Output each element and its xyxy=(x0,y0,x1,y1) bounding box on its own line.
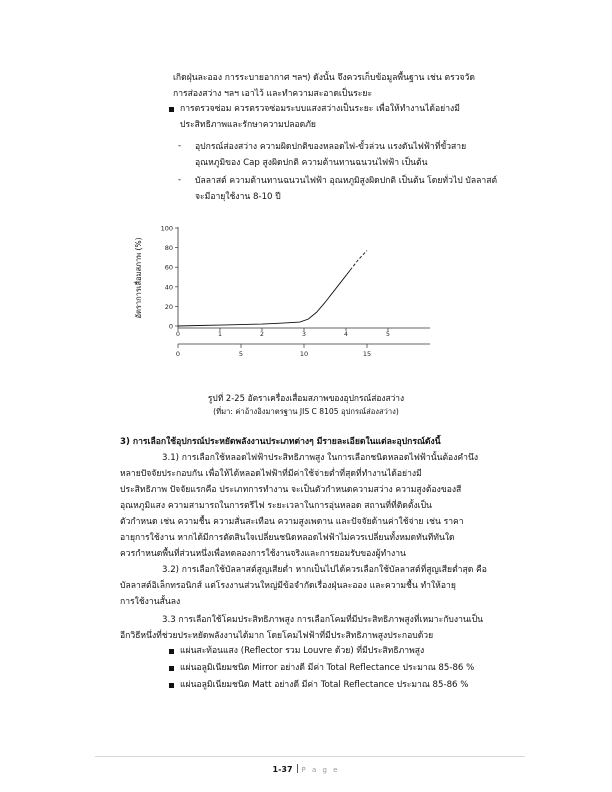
square-bullet-icon xyxy=(169,666,174,671)
x-tick-label-top: 2 xyxy=(260,331,264,338)
dash-item-text: อุปกรณ์ส่องสว่าง ความผิดปกติของหลอดไฟ-ขั้วล่วน แรงดันไฟฟ้าที่ขั้วสาย xyxy=(195,142,467,152)
paragraph-line: ควรกำหนดพื้นที่ส่วนหนึ่งเพื่อทดลองการใช้งานจริงและการยอมรับของผู้ทำงาน xyxy=(120,549,406,559)
x-tick-label-top: 5 xyxy=(386,331,390,338)
dash-item-text: อุณหภูมิของ Cap สูงผิดปกติ ความต้านทานฉนวนไฟฟ้า เป็นต้น xyxy=(195,158,428,168)
series-line xyxy=(178,270,350,326)
paragraph-line: 3.3 การเลือกใช้โคมประสิทธิภาพสูง การเลือกโคมที่มีประสิทธิภาพสูงที่เหมาะกับงานเป็น xyxy=(162,615,484,625)
page-footer xyxy=(0,764,612,774)
page-label: P a g e xyxy=(301,766,340,774)
x-tick-label-bottom: 15 xyxy=(362,350,372,358)
y-axis-label: อัตราการเสื่อมสภาพ (%) xyxy=(134,237,143,319)
figure-source: (ที่มา: ค่าอ้างอิงมาตรฐาน JIS C 8105 อุปกรณ์ส่องสว่าง) xyxy=(213,407,399,416)
x-tick-label-top: 0 xyxy=(176,331,180,338)
paragraph-line: การใช้งานสั้นลง xyxy=(120,597,181,607)
x-tick-label-top: 3 xyxy=(302,331,306,338)
paragraph-line: หลายปัจจัยประกอบกัน เพื่อให้ได้หลอดไฟฟ้าที่มีค่าใช้จ่ายต่ำที่สุดที่ทำงานได้อย่างมี xyxy=(120,469,422,479)
dash-item-text: จะมีอายุใช้งาน 8-10 ปี xyxy=(195,192,281,202)
dash-item-text: บัลลาสต์ ความต้านทานฉนวนไฟฟ้า อุณหภูมิสูงผิดปกติ เป็นต้น โดยทั่วไป บัลลาสต์ xyxy=(195,176,498,186)
y-tick-label: 20 xyxy=(164,302,173,311)
x-tick-label-top: 4 xyxy=(344,331,348,338)
x-tick-label-bottom: 0 xyxy=(175,350,181,358)
bullet-text: แผ่นอลูมิเนียมชนิด Matt อย่างดี มีค่า Total Reflectance ประมาณ 85-86 % xyxy=(180,680,469,690)
paragraph-line: 3.2) การเลือกใช้บัลลาสต์สูญเสียต่ำ หากเป็นไปได้ควรเลือกใช้บัลลาสต์ที่สูญเสียต่ำสุด คือ xyxy=(162,565,487,575)
figure-caption: รูปที่ 2-25 อัตราเครื่องเสื่อมสภาพของอุปกรณ์ส่องสว่าง xyxy=(207,393,405,403)
x-tick-label-bottom: 5 xyxy=(238,350,244,358)
paragraph-line: อายุการใช้งาน หากได้มีการตัดสินใจเปลี่ยนชนิดหลอดไฟฟ้าไม่ควรเปลี่ยนทั้งหมดทันทีทันใด xyxy=(120,533,455,543)
x-tick-label-bottom: 10 xyxy=(299,350,309,358)
square-bullet-icon xyxy=(169,683,174,688)
paragraph-line: การส่องสว่าง ฯลฯ เอาไว้ และทำความสะอาดเป็นระยะ xyxy=(173,89,373,99)
bullet-text: การตรวจซ่อม ควรตรวจซ่อมระบบแสงสว่างเป็นระยะ เพื่อให้ทำงานได้อย่างมี xyxy=(180,104,460,114)
paragraph-line: 3.1) การเลือกใช้หลอดไฟฟ้าประสิทธิภาพสูง ในการเลือกชนิดหลอดไฟฟ้านั้นต้องคำนึง xyxy=(162,453,479,463)
dash-bullet-icon: - xyxy=(178,175,182,185)
paragraph-line: เกิดฝุ่นละออง การระบายอากาศ ฯลฯ) ดังนั้น จึงควรเก็บข้อมูลพื้นฐาน เช่น ตรวจวัด xyxy=(173,73,475,83)
y-tick-label: 100 xyxy=(160,224,173,233)
series-line-extrapolated xyxy=(350,251,367,271)
y-tick-label: 80 xyxy=(164,244,173,253)
section-heading: 3) การเลือกใช้อุปกรณ์ประหยัดพลังงานประเภทต่างๆ มีรายละเอียดในแต่ละอุปกรณ์ดังนี้ xyxy=(120,437,441,447)
paragraph-line: อุณหภูมิแสง ความสามารถในการตรีไฟ ระยะเวลาในการอุ่นหลอด สถานที่ที่ติดตั้งเป็น xyxy=(120,501,432,511)
paragraph-line: อีกวิธีหนึ่งที่ช่วยประหยัดพลังงานได้มาก โดยโคมไฟฟ้าที่มีประสิทธิภาพสูงประกอบด้วย xyxy=(120,631,434,641)
bullet-text: แผ่นอลูมิเนียมชนิด Mirror อย่างดี มีค่า Total Reflectance ประมาณ 85-86 % xyxy=(180,663,475,673)
y-tick-label: 60 xyxy=(164,263,173,272)
footer-divider xyxy=(95,756,525,757)
footer-separator xyxy=(297,764,298,773)
square-bullet-icon xyxy=(169,649,174,654)
paragraph-line: บัลลาสต์อิเล็กทรอนิกส์ แต่โรงงานส่วนใหญ่มีข้อจำกัดเรื่องฝุ่นละออง และความชื้น ทำให้อายุ xyxy=(120,581,456,591)
y-tick-label: 40 xyxy=(164,283,173,292)
paragraph-line: ประสิทธิภาพ ปัจจัยแรกคือ ประเภทการทำงาน จะเป็นตัวกำหนดความสว่าง ความสูงต้องของสี xyxy=(120,485,462,495)
bullet-text: ประสิทธิภาพและรักษาความปลอดภัย xyxy=(180,120,316,130)
page-number: 1-37 xyxy=(272,765,293,774)
paragraph-line: ตัวกำหนด เช่น ความชื้น ความสั่นสะเทือน ความสูงเพดาน และปัจจัยด้านค่าใช้จ่าย เช่น ราคา xyxy=(120,517,464,527)
y-tick-label: 0 xyxy=(168,322,173,331)
bullet-text: แผ่นสะท้อนแสง (Reflector รวม Louvre ด้วย) ที่มีประสิทธิภาพสูง xyxy=(180,646,425,656)
x-tick-label-top: 1 xyxy=(218,331,222,338)
dash-bullet-icon: - xyxy=(178,141,182,151)
